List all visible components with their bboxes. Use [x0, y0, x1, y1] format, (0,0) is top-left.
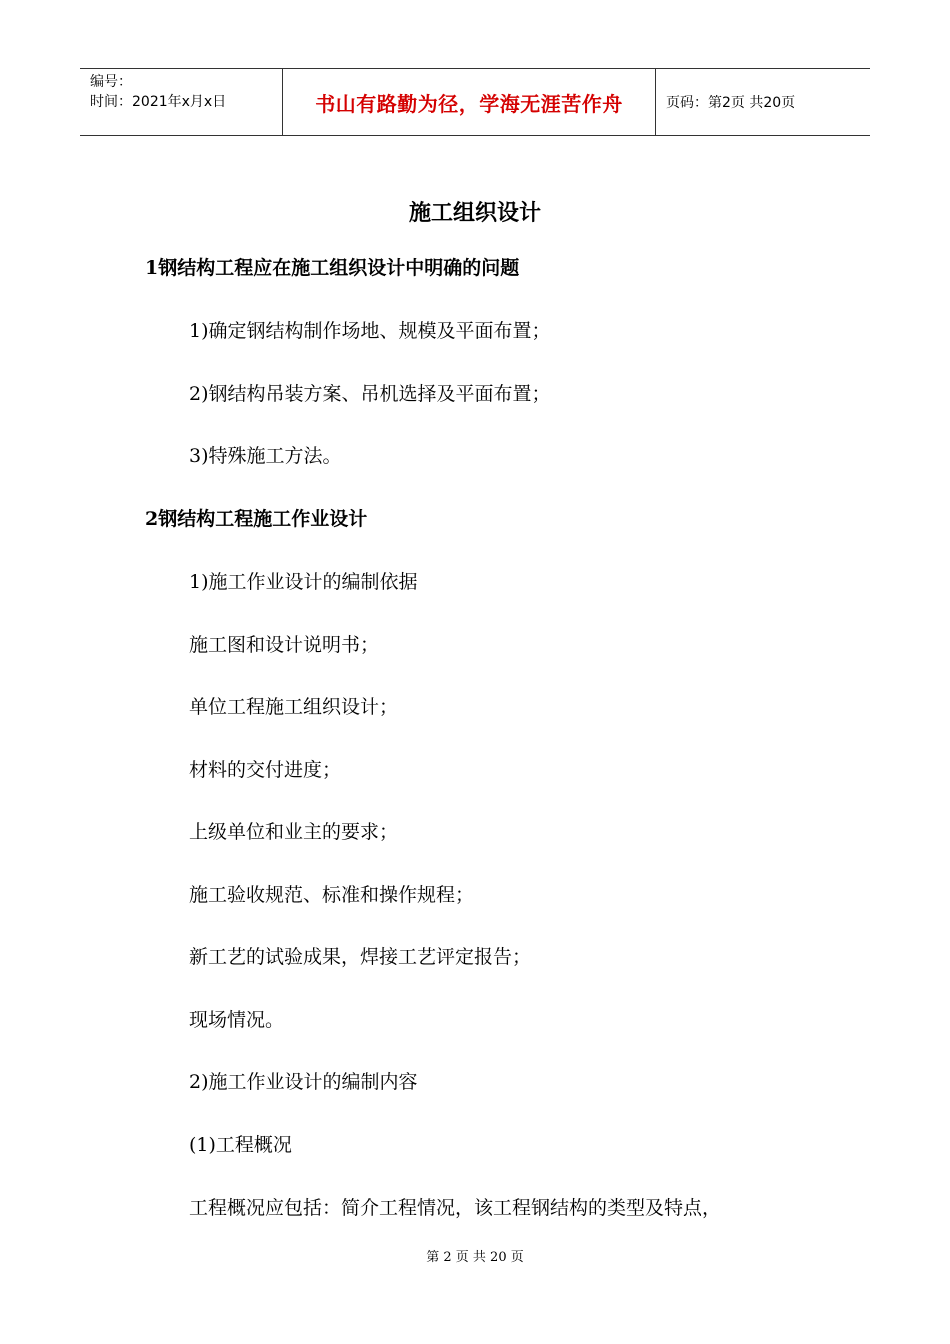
document-number-label: 编号： [90, 74, 132, 90]
section2-paragraph-2: 施工图和设计说明书； [189, 634, 380, 656]
document-title: 施工组织设计 [408, 200, 541, 226]
section-heading-1: 1钢结构工程应在施工组织设计中明确的问题 [145, 257, 520, 279]
section2-paragraph-5: 上级单位和业主的要求； [189, 821, 399, 843]
section2-paragraph-11: 工程概况应包括：简介工程情况，该工程钢结构的类型及特点， [189, 1197, 722, 1219]
section2-paragraph-8: 现场情况。 [189, 1009, 285, 1031]
section2-paragraph-9: 2)施工作业设计的编制内容 [189, 1071, 418, 1093]
section1-item-2: 2)钢结构吊装方案、吊机选择及平面布置； [189, 383, 551, 405]
page-footer: 第 2 页 共 20 页 [426, 1250, 524, 1265]
section2-paragraph-6: 施工验收规范、标准和操作规程； [189, 884, 475, 906]
section2-paragraph-10: (1)工程概况 [189, 1134, 292, 1156]
section2-paragraph-4: 材料的交付进度； [189, 759, 342, 781]
header-page-info: 页码：第2页 共20页 [666, 95, 796, 111]
section2-paragraph-1: 1)施工作业设计的编制依据 [189, 571, 418, 593]
section2-paragraph-3: 单位工程施工组织设计； [189, 696, 399, 718]
header-meta [80, 69, 282, 135]
section1-item-3: 3)特殊施工方法。 [189, 445, 342, 467]
section2-paragraph-7: 新工艺的试验成果，焊接工艺评定报告； [189, 946, 532, 968]
section-heading-2: 2钢结构工程施工作业设计 [145, 508, 368, 530]
section1-item-1: 1)确定钢结构制作场地、规模及平面布置； [189, 320, 551, 342]
header-motto: 书山有路勤为径，学海无涯苦作舟 [282, 69, 656, 135]
document-time-label: 时间：2021年x月x日 [90, 94, 227, 110]
page-header [80, 68, 870, 136]
